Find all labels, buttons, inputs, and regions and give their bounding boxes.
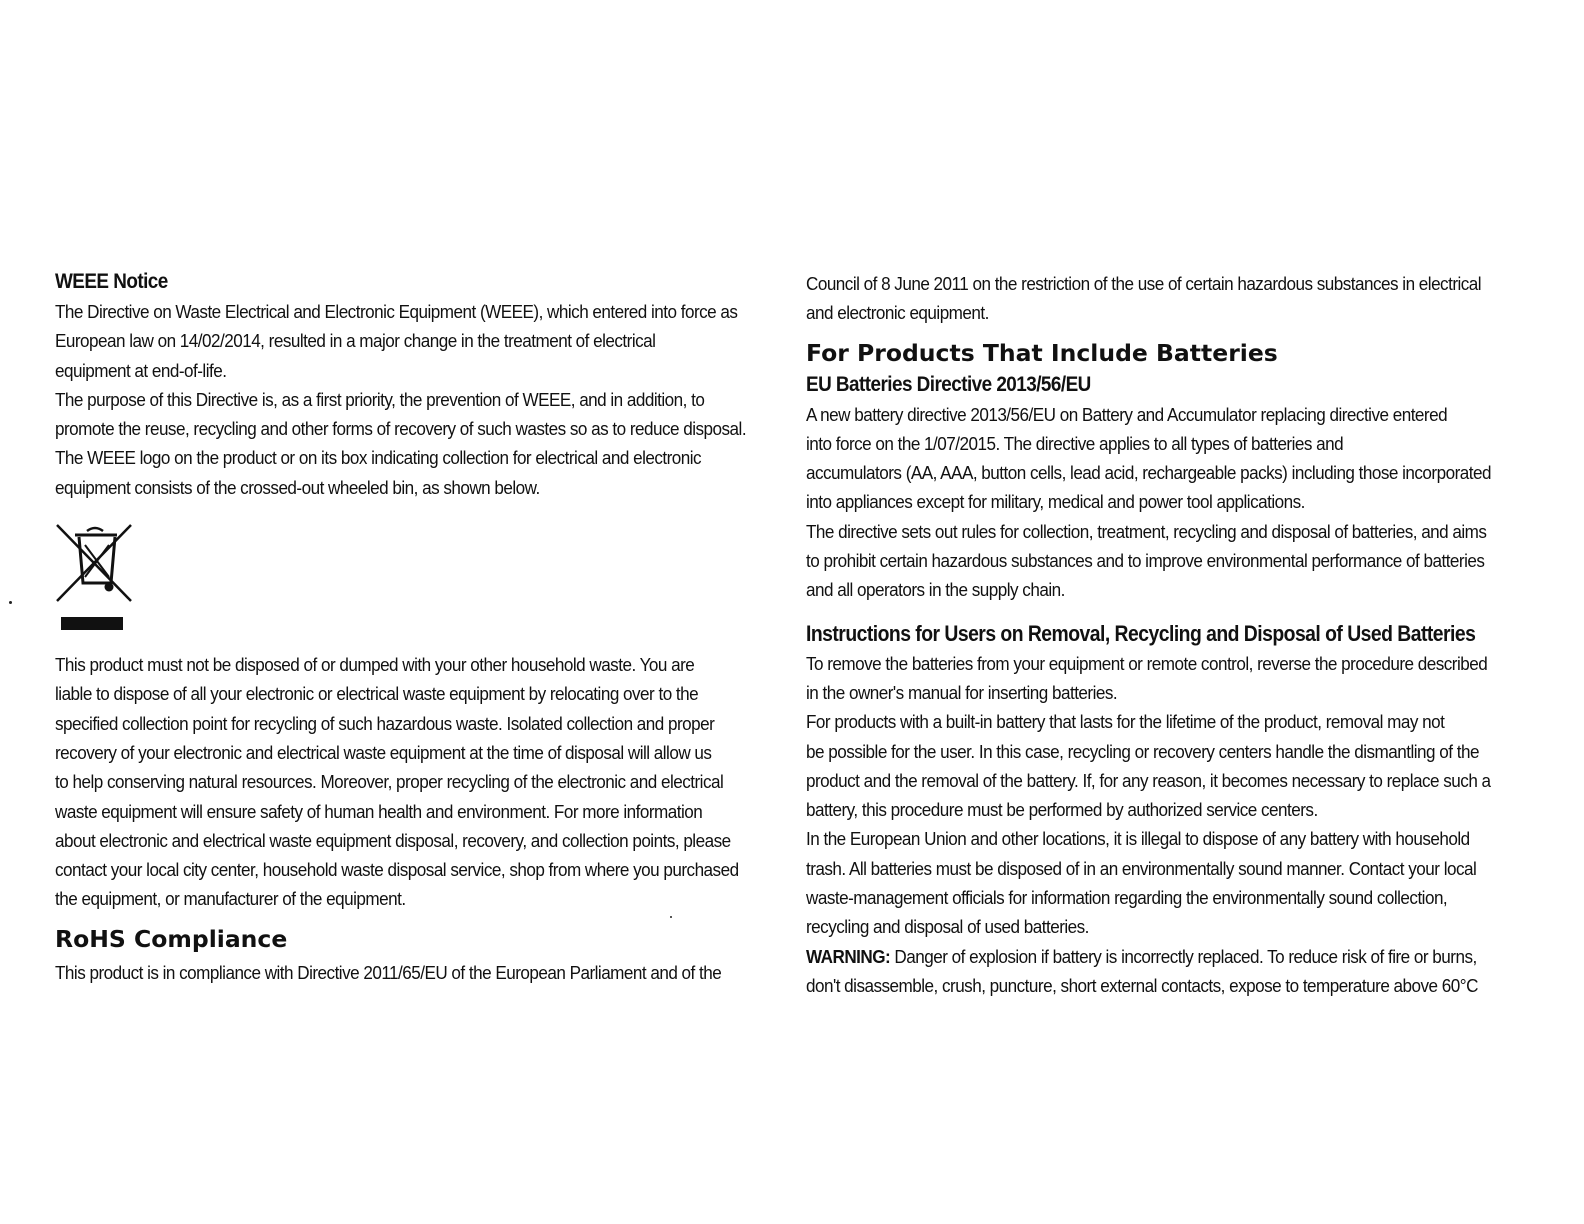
warning-paragraph bbox=[806, 943, 1531, 1002]
text-line: liable to dispose of all your electronic or electrical waste equipment by relocating over to the bbox=[55, 684, 699, 705]
text-line: don't disassemble, crush, puncture, short external contacts, expose to temperature above 60°C bbox=[806, 975, 1478, 996]
text-line: This product must not be disposed of or dumped with your other household waste. You are bbox=[55, 655, 695, 676]
text-line: in the owner's manual for inserting batteries. bbox=[806, 682, 1118, 703]
warning-text: Danger of explosion if battery is incorrectly replaced. To reduce risk of fire or burns, bbox=[890, 946, 1477, 967]
text-line: recovery of your electronic and electrical waste equipment at the time of disposal will allow us bbox=[55, 742, 712, 763]
weee-paragraph-3 bbox=[55, 651, 780, 915]
weee-paragraph-1 bbox=[55, 298, 780, 386]
text-line: For products with a built-in battery that lasts for the lifetime of the product, removal may not bbox=[806, 712, 1445, 733]
text-line: to prohibit certain hazardous substances and to improve environmental performance of batteries bbox=[806, 551, 1485, 572]
scan-speck bbox=[9, 601, 12, 604]
text-line: The directive sets out rules for collection, treatment, recycling and disposal of batteries, and aims bbox=[806, 521, 1487, 542]
text-line: about electronic and electrical waste equipment disposal, recovery, and collection points, please bbox=[55, 830, 731, 851]
text-line: be possible for the user. In this case, recycling or recovery centers handle the dismantling of the bbox=[806, 741, 1479, 762]
rohs-heading: RoHS Compliance bbox=[55, 924, 288, 953]
text-line: equipment consists of the crossed-out wheeled bin, as shown below. bbox=[55, 477, 540, 498]
text-line: accumulators (AA, AAA, button cells, lead acid, rechargeable packs) including those incorporated bbox=[806, 463, 1491, 484]
text-line: recycling and disposal of used batteries. bbox=[806, 917, 1089, 938]
text-line: into appliances except for military, medical and power tool applications. bbox=[806, 492, 1305, 513]
text-line: European law on 14/02/2014, resulted in a major change in the treatment of electrical bbox=[55, 331, 656, 352]
crossed-out-wheeled-bin-icon bbox=[55, 521, 135, 633]
text-line: waste-management officials for information regarding the environmentally sound collection, bbox=[806, 888, 1448, 909]
text-line: Council of 8 June 2011 on the restriction of the use of certain hazardous substances in electrical bbox=[806, 274, 1482, 294]
weee-heading: WEEE Notice bbox=[55, 270, 168, 293]
instructions-paragraph-3 bbox=[806, 825, 1531, 942]
text-line: promote the reuse, recycling and other forms of recovery of such wastes so as to reduce disposal. bbox=[55, 419, 747, 440]
instructions-heading: Instructions for Users on Removal, Recycling and Disposal of Used Batteries bbox=[806, 620, 1476, 646]
text-line bbox=[806, 943, 1530, 972]
text-line: contact your local city center, household waste disposal service, shop from where you purchased bbox=[55, 860, 739, 881]
batteries-heading: For Products That Include Batteries bbox=[806, 338, 1278, 367]
text-line: The Directive on Waste Electrical and Electronic Equipment (WEEE), which entered into force as bbox=[55, 302, 738, 322]
text-line: and all operators in the supply chain. bbox=[806, 580, 1065, 601]
text-line: into force on the 1/07/2015. The directive applies to all types of batteries and bbox=[806, 433, 1344, 454]
left-column bbox=[55, 266, 780, 988]
text-line: battery, this procedure must be performed by authorized service centers. bbox=[806, 800, 1318, 821]
rohs-continued bbox=[806, 270, 1531, 329]
text-line: product and the removal of the battery. If, for any reason, it becomes necessary to replace such a bbox=[806, 770, 1491, 791]
text-line: A new battery directive 2013/56/EU on Battery and Accumulator replacing directive entered bbox=[806, 404, 1448, 425]
text-line: The purpose of this Directive is, as a first priority, the prevention of WEEE, and in addition, to bbox=[55, 389, 705, 410]
text-line: equipment at end-of-life. bbox=[55, 360, 227, 381]
batteries-paragraph-2 bbox=[806, 518, 1531, 606]
instructions-paragraph-2 bbox=[806, 708, 1531, 825]
text-line: To remove the batteries from your equipment or remote control, reverse the procedure described bbox=[806, 653, 1488, 674]
batteries-paragraph-1 bbox=[806, 401, 1531, 518]
text-line: to help conserving natural resources. Moreover, proper recycling of the electronic and electrical bbox=[55, 772, 724, 793]
instructions-paragraph-1 bbox=[806, 650, 1531, 709]
warning-label: WARNING: bbox=[806, 946, 891, 967]
text-line: and electronic equipment. bbox=[806, 303, 989, 324]
text-line: the equipment, or manufacturer of the equipment. bbox=[55, 889, 406, 910]
right-column bbox=[806, 270, 1531, 1001]
text-line: waste equipment will ensure safety of human health and environment. For more information bbox=[55, 801, 703, 822]
text-line: In the European Union and other locations, it is illegal to dispose of any battery with household bbox=[806, 829, 1470, 850]
weee-paragraph-2 bbox=[55, 386, 780, 503]
batteries-directive-subheading: EU Batteries Directive 2013/56/EU bbox=[806, 372, 1091, 396]
text-line: The WEEE logo on the product or on its box indicating collection for electrical and electronic bbox=[55, 448, 702, 469]
text-line: trash. All batteries must be disposed of in an environmentally sound manner. Contact your local bbox=[806, 858, 1477, 879]
rohs-text-line: This product is in compliance with Directive 2011/65/EU of the European Parliament and of the bbox=[55, 962, 722, 983]
text-line: specified collection point for recycling of such hazardous waste. Isolated collection and proper bbox=[55, 713, 715, 734]
